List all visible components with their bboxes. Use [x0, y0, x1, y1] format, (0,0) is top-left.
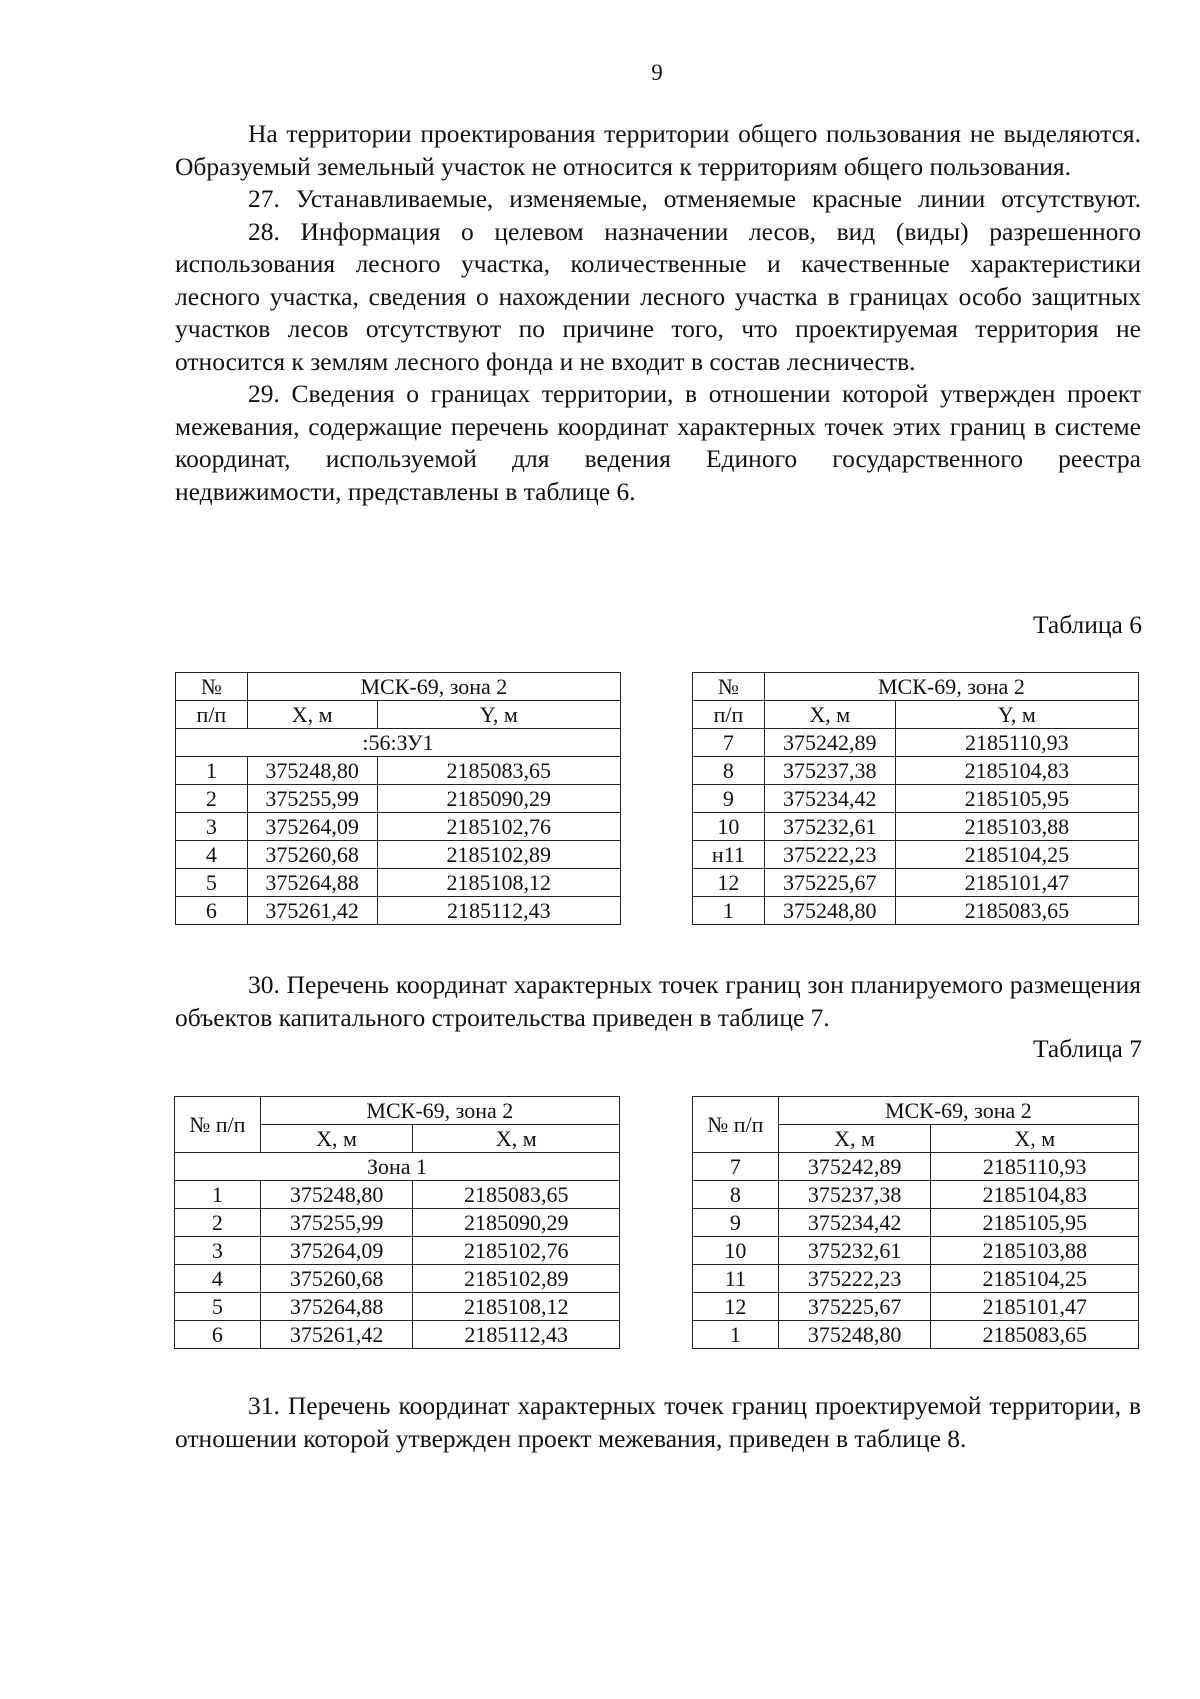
point-number: 5	[175, 1293, 261, 1321]
coord-x: 375225,67	[778, 1293, 931, 1321]
coord-y: 2185105,95	[895, 785, 1138, 813]
table-body	[175, 1181, 620, 1349]
header-num: п/п	[176, 701, 248, 729]
point-number: 1	[176, 757, 248, 785]
header-y: Y, м	[895, 701, 1138, 729]
table-row	[693, 1321, 1139, 1349]
coord-x: 375222,23	[778, 1265, 931, 1293]
table-header-row	[693, 701, 1139, 729]
table-row	[176, 869, 621, 897]
table-section-row	[176, 729, 621, 757]
coord-y: 2185101,47	[895, 869, 1138, 897]
point-number: 6	[175, 1321, 261, 1349]
section-label: :56:ЗУ1	[176, 729, 621, 757]
table-row	[693, 1237, 1139, 1265]
table-header-row	[693, 673, 1139, 701]
coord-y: 2185104,83	[895, 757, 1138, 785]
point-number: 7	[693, 1153, 779, 1181]
coord-y: 2185103,88	[895, 813, 1138, 841]
point-number: 10	[693, 813, 765, 841]
coord-y: 2185108,12	[377, 869, 620, 897]
coord-y: 2185103,88	[931, 1237, 1139, 1265]
table-header-row	[176, 673, 621, 701]
paragraph-27: 27. Устанавливаемые, изменяемые, отменяемые красные линии отсутствуют.	[248, 184, 1141, 213]
coord-x: 375232,61	[778, 1237, 931, 1265]
point-number: 1	[693, 1321, 779, 1349]
table-row	[175, 1237, 620, 1265]
header-num: п/п	[693, 701, 765, 729]
coord-x: 375234,42	[778, 1209, 931, 1237]
table-row	[175, 1181, 620, 1209]
coord-x: 375264,09	[247, 813, 377, 841]
table-row	[693, 1209, 1139, 1237]
point-number: 1	[693, 897, 765, 925]
coord-y: 2185102,76	[413, 1237, 620, 1265]
table-header-row	[175, 1097, 620, 1125]
header-system: МСК-69, зона 2	[778, 1097, 1138, 1125]
coord-y: 2185102,76	[377, 813, 620, 841]
point-number: 12	[693, 1293, 779, 1321]
table-row	[176, 897, 621, 925]
table-row	[693, 785, 1139, 813]
header-num: № п/п	[693, 1097, 779, 1153]
coord-x: 375264,88	[260, 1293, 413, 1321]
coord-x: 375248,80	[247, 757, 377, 785]
header-x-second: X, м	[413, 1125, 620, 1153]
coord-y: 2185104,25	[895, 841, 1138, 869]
coord-x: 375237,38	[778, 1181, 931, 1209]
coord-y: 2185083,65	[413, 1181, 620, 1209]
table-row	[693, 1153, 1139, 1181]
table6-left	[175, 672, 621, 925]
coord-x: 375255,99	[260, 1209, 413, 1237]
coord-x: 375248,80	[778, 1321, 931, 1349]
coord-y: 2185083,65	[377, 757, 620, 785]
header-system: МСК-69, зона 2	[260, 1097, 619, 1125]
coord-y: 2185108,12	[413, 1293, 620, 1321]
coord-y: 2185101,47	[931, 1293, 1139, 1321]
table-row	[176, 785, 621, 813]
table-row	[693, 897, 1139, 925]
point-number: н11	[693, 841, 765, 869]
coord-x: 375234,42	[764, 785, 895, 813]
coord-x: 375248,80	[260, 1181, 413, 1209]
paragraph-28: 28. Информация о целевом назначении лесов, вид (виды) разрешенного использования лесного участка, количественные и качественные характеристики лесного участка, сведения о нахождении лесного участка в границах особо защитных участков лесов отсутствуют по причине того, что проектируемая территория не относится к землям лесного фонда и не входит в состав лесничеств.	[175, 216, 1141, 376]
text-block-top	[175, 118, 1141, 508]
table7-caption: Таблица 7	[1032, 1034, 1142, 1063]
point-number: 3	[175, 1237, 261, 1265]
paragraph-29: 29. Сведения о границах территории, в отношении которой утвержден проект межевания, содержащие перечень координат характерных точек этих границ в системе координат, используемой для ведения Единого государственного реестра недвижимости, представлены в таблице 6.	[175, 379, 1141, 506]
table-body	[693, 1153, 1139, 1349]
coord-x: 375242,89	[778, 1153, 931, 1181]
coord-y: 2185104,83	[931, 1181, 1139, 1209]
header-num: №	[693, 673, 765, 701]
point-number: 7	[693, 729, 765, 757]
table-row	[175, 1209, 620, 1237]
header-y: Y, м	[377, 701, 620, 729]
table-row	[175, 1265, 620, 1293]
coord-x: 375242,89	[764, 729, 895, 757]
coord-x: 375237,38	[764, 757, 895, 785]
table-row	[176, 757, 621, 785]
coord-x: 375261,42	[260, 1321, 413, 1349]
point-number: 2	[175, 1209, 261, 1237]
coord-x: 375255,99	[247, 785, 377, 813]
coord-x: 375225,67	[764, 869, 895, 897]
coord-x: 375261,42	[247, 897, 377, 925]
coord-y: 2185104,25	[931, 1265, 1139, 1293]
table-body	[176, 757, 621, 925]
coord-x: 375248,80	[764, 897, 895, 925]
point-number: 4	[176, 841, 248, 869]
coord-x: 375264,88	[247, 869, 377, 897]
table-row	[176, 841, 621, 869]
coord-y: 2185083,65	[931, 1321, 1139, 1349]
coord-y: 2185102,89	[413, 1265, 620, 1293]
point-number: 4	[175, 1265, 261, 1293]
coord-y: 2185105,95	[931, 1209, 1139, 1237]
page-number: 9	[651, 60, 663, 85]
point-number: 2	[176, 785, 248, 813]
coord-x: 375260,68	[247, 841, 377, 869]
table-row	[175, 1321, 620, 1349]
point-number: 3	[176, 813, 248, 841]
header-num: №	[176, 673, 248, 701]
point-number: 11	[693, 1265, 779, 1293]
header-num: № п/п	[175, 1097, 261, 1153]
table6-right	[692, 672, 1139, 925]
table-row	[693, 757, 1139, 785]
paragraph-intro: На территории проектирования территории общего пользования не выделяются. Образуемый земельный участок не относится к территориям общего пользования.	[175, 119, 1141, 181]
coord-x: 375232,61	[764, 813, 895, 841]
coord-y: 2185102,89	[377, 841, 620, 869]
table7-right	[692, 1096, 1139, 1349]
paragraph-31: 31. Перечень координат характерных точек границ проектируемой территории, в отношении которой утвержден проект межевания, приведен в таблице 8.	[175, 1391, 1141, 1453]
header-x: X, м	[778, 1125, 931, 1153]
coord-y: 2185110,93	[895, 729, 1138, 757]
table-row	[693, 869, 1139, 897]
text-block-bottom	[175, 1390, 1141, 1455]
table-row	[693, 729, 1139, 757]
point-number: 12	[693, 869, 765, 897]
coord-y: 2185083,65	[895, 897, 1138, 925]
table-row	[693, 1181, 1139, 1209]
point-number: 8	[693, 757, 765, 785]
table-section-row	[175, 1153, 620, 1181]
table-row	[175, 1293, 620, 1321]
header-x-second: X, м	[931, 1125, 1139, 1153]
table-row	[176, 813, 621, 841]
point-number: 9	[693, 785, 765, 813]
header-x: X, м	[764, 701, 895, 729]
table-row	[693, 841, 1139, 869]
table-body	[693, 729, 1139, 925]
coord-y: 2185112,43	[377, 897, 620, 925]
table6-caption: Таблица 6	[1032, 610, 1142, 639]
point-number: 9	[693, 1209, 779, 1237]
coord-x: 375260,68	[260, 1265, 413, 1293]
table-row	[693, 1293, 1139, 1321]
coord-y: 2185112,43	[413, 1321, 620, 1349]
table-header-row	[693, 1097, 1139, 1125]
coord-x: 375222,23	[764, 841, 895, 869]
header-system: МСК-69, зона 2	[247, 673, 620, 701]
point-number: 8	[693, 1181, 779, 1209]
coord-y: 2185090,29	[413, 1209, 620, 1237]
coord-x: 375264,09	[260, 1237, 413, 1265]
table-row	[693, 1265, 1139, 1293]
coord-y: 2185090,29	[377, 785, 620, 813]
header-system: МСК-69, зона 2	[764, 673, 1138, 701]
header-x: X, м	[260, 1125, 413, 1153]
point-number: 5	[176, 869, 248, 897]
header-x: X, м	[247, 701, 377, 729]
table7-left	[174, 1096, 620, 1349]
section-label: Зона 1	[175, 1153, 620, 1181]
text-block-middle	[175, 969, 1141, 1034]
paragraph-30: 30. Перечень координат характерных точек границ зон планируемого размещения объектов капитального строительства приведен в таблице 7.	[175, 970, 1141, 1032]
coord-y: 2185110,93	[931, 1153, 1139, 1181]
point-number: 1	[175, 1181, 261, 1209]
table-header-row	[176, 701, 621, 729]
point-number: 10	[693, 1237, 779, 1265]
point-number: 6	[176, 897, 248, 925]
table-row	[693, 813, 1139, 841]
